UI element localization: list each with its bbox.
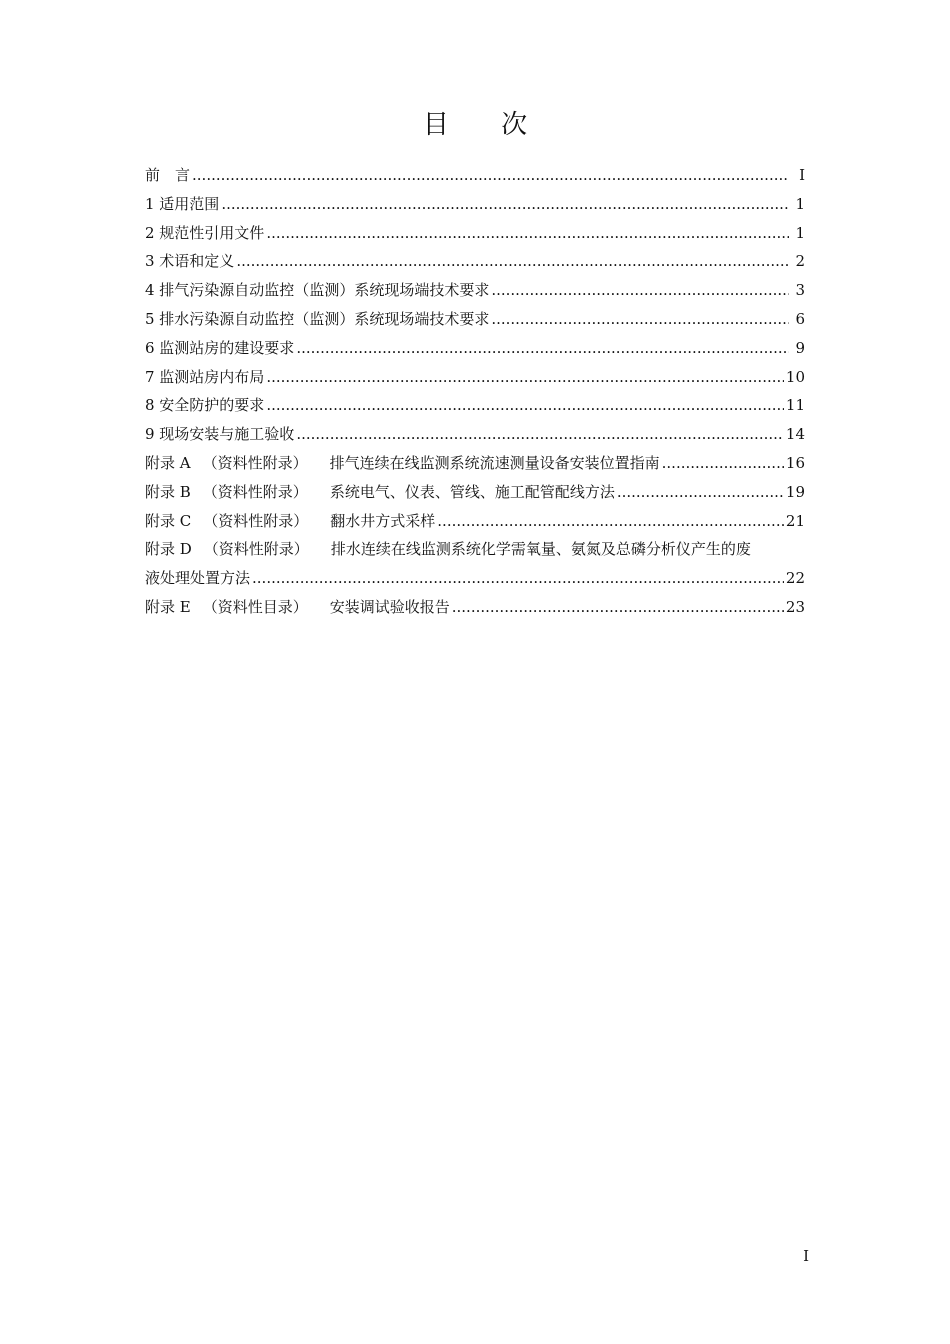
toc-entry-label [145,507,435,536]
annex-title: 翻水井方式采样 [330,511,436,530]
page-title: 目 次 [422,110,550,140]
dot-leader [236,247,789,276]
toc-entry-label: 5 排水污染源自动监控（监测）系统现场端技术要求 [145,309,490,328]
annex-type: （资料性附录） [203,511,309,530]
toc-entry-page: 1 [795,223,805,242]
toc-entry-label: 前 言 [145,166,191,184]
toc-entry-annex-c[interactable] [145,507,805,536]
toc-entry-annex-b[interactable] [145,478,805,507]
dot-leader [221,190,789,219]
toc-entry-exhaust-requirements[interactable] [145,276,805,305]
dot-leader [192,161,789,190]
toc-entry-label: 液处理处置方法 [145,569,251,588]
toc-entry-label [145,593,450,622]
toc-entry-page: 22 [785,569,805,588]
toc-entry-annex-d[interactable] [145,535,805,564]
toc-entry-page: 9 [795,338,805,357]
toc-entry-station-construction[interactable] [145,334,805,363]
toc-entry-label: 2 规范性引用文件 [145,223,265,242]
dot-leader [491,305,789,334]
annex-title: 安装调试验收报告 [329,597,450,616]
dot-leader [662,449,784,478]
toc-entry-page: 16 [785,453,805,472]
dot-leader [266,391,784,420]
toc-entry-label: 8 安全防护的要求 [145,396,265,415]
toc-entry-page: 10 [785,367,805,386]
annex-title: 排水连续在线监测系统化学需氧量、氨氮及总磷分析仪产生的废 [330,540,751,559]
dot-leader [617,478,784,507]
toc-entry-annex-d-continuation[interactable] [145,564,805,593]
toc-entry-page: 2 [795,252,805,271]
annex-code: 附录 C [145,511,192,530]
toc-entry-page: 23 [785,597,805,616]
dot-leader [452,593,784,622]
toc-entry-installation-acceptance[interactable] [145,420,805,449]
toc-entry-page: 21 [785,511,805,530]
dot-leader [266,363,784,392]
dot-leader [266,219,789,248]
toc-entry-page: 3 [795,281,805,300]
toc-entry-scope[interactable] [145,190,805,219]
toc-entry-safety[interactable] [145,391,805,420]
toc-entry-label: 1 适用范围 [145,194,220,213]
toc-entry-annex-a[interactable] [145,449,805,478]
dot-leader [491,276,789,305]
toc-entry-label [145,478,615,507]
toc-entry-normative-references[interactable] [145,219,805,248]
toc-entry-page: 19 [785,482,805,501]
toc-entry-page: 6 [795,309,805,328]
dot-leader [252,564,784,593]
toc-entry-label: 3 术语和定义 [145,252,235,271]
toc-entry-drainage-requirements[interactable] [145,305,805,334]
page-number: I [803,1247,809,1265]
annex-code: 附录 E [145,597,191,616]
table-of-contents [145,161,805,622]
annex-type: （资料性目录） [202,597,308,616]
annex-title: 排气连续在线监测系统流速测量设备安装位置指南 [329,453,660,472]
annex-code: 附录 D [145,540,192,559]
toc-entry-terms-definitions[interactable] [145,247,805,276]
toc-entry-label: 4 排气污染源自动监控（监测）系统现场端技术要求 [145,281,490,300]
toc-entry-label: 6 监测站房的建设要求 [145,338,295,357]
toc-entry-label: 9 现场安装与施工验收 [145,425,295,444]
dot-leader [437,507,784,536]
toc-entry-foreword[interactable] [145,161,805,190]
toc-entry-page: 11 [785,396,805,415]
toc-entry-station-layout[interactable] [145,363,805,392]
toc-entry-label [145,449,660,478]
dot-leader [296,420,784,449]
annex-type: （资料性附录） [202,482,308,501]
annex-code: 附录 B [145,482,191,501]
toc-entry-label: 7 监测站房内布局 [145,367,265,386]
toc-entry-annex-e[interactable] [145,593,805,622]
dot-leader [296,334,789,363]
annex-code: 附录 A [145,453,191,472]
toc-entry-page: 14 [785,425,805,444]
annex-type: （资料性附录） [203,540,309,559]
annex-type: （资料性附录） [202,453,308,472]
toc-entry-page: I [799,166,805,184]
toc-entry-page: 1 [795,194,805,213]
annex-title: 系统电气、仪表、管线、施工配管配线方法 [329,482,615,501]
